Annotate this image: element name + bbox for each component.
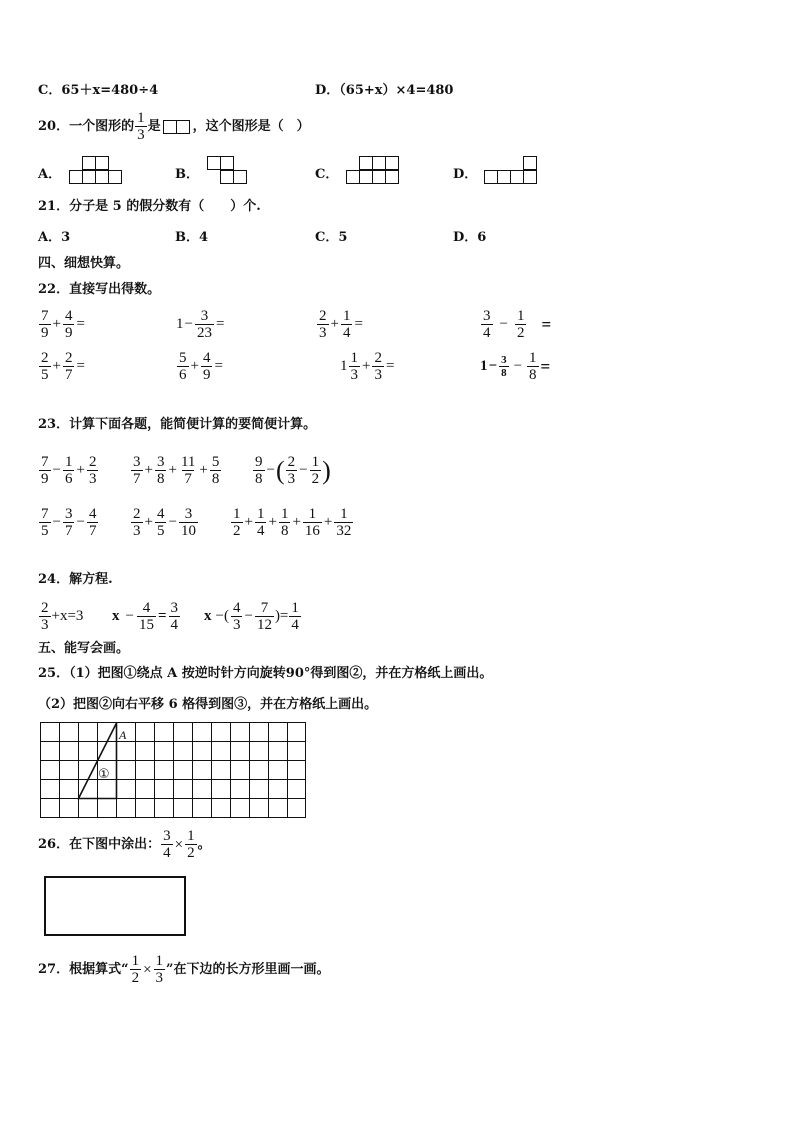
q21-option-c: C．5 (315, 230, 348, 245)
q20-question (38, 110, 310, 143)
q27-prefix: 27．根据算式“ (38, 961, 129, 977)
section-4-heading: 四、细想快算。 (38, 256, 130, 271)
q23-expr-1: $\frac{7}{9}$ − $\frac{1}{6}$ + $\frac{2}{3}$ (41, 454, 97, 487)
q20-prefix: 20．一个图形的 (38, 118, 135, 134)
q22-expr-1: $\frac{7}{9}$ + $\frac{4}{9}$ = (41, 308, 85, 341)
q20-label-b: B． (175, 167, 199, 182)
q21-option-d: D．6 (453, 230, 487, 245)
section-5-heading: 五、能写会画。 (38, 641, 130, 656)
q24-equation-2: x − $\frac{4}{15}$ = $\frac{3}{4}$ (112, 600, 179, 633)
q22-expr-4: $\frac{3}{4}$ − $\frac{1}{2}$ = (483, 308, 552, 341)
q23-expr-4: $\frac{7}{5}$ − $\frac{3}{7}$ − $\frac{4}{7}$ (41, 506, 97, 539)
q19-option-d: D．（65+x）×4=480 (315, 83, 454, 98)
q25-grid-lines (40, 722, 306, 818)
q24-equation-1: $\frac{2}{3}$ +x=3 (41, 600, 84, 633)
q20-fraction: $\frac{1}{3}$ (137, 110, 145, 143)
q26-prefix: 26．在下图中涂出： (38, 836, 161, 852)
q25-grid-paper[interactable] (40, 722, 307, 818)
q23-title: 23．计算下面各题，能简便计算的要简便计算。 (38, 417, 317, 432)
q20-option-d-shape (483, 156, 539, 185)
q21-option-a: A．3 (38, 230, 71, 245)
q20-mid: 是 (147, 118, 161, 134)
q23-expr-3: $\frac{9}{8}$ − ( $\frac{2}{3}$ − $\frac{1}{2}$ ) (255, 454, 331, 487)
q23-expr-2: $\frac{3}{7}$ + $\frac{3}{8}$ + $\frac{11}{7}$ + $\frac{5}{8}$ (133, 454, 220, 487)
q22-expr-2: 1 − $\frac{3}{23}$ = (176, 308, 225, 341)
q26-rectangle[interactable] (44, 876, 186, 936)
q23-expr-5: $\frac{2}{3}$ + $\frac{4}{5}$ − $\frac{3}{10}$ (133, 506, 196, 539)
q22-title: 22．直接写出得数。 (38, 282, 161, 297)
q24-title: 24．解方程. (38, 572, 113, 587)
q20-label-d: D． (453, 167, 478, 182)
q20-option-b-shape (207, 156, 249, 185)
q25-shape-label: ① (98, 767, 110, 782)
q22-expr-8: 1 − $\frac{3}{8}$ − $\frac{1}{8}$ = (480, 350, 551, 383)
q24-equation-3: x −( $\frac{4}{3}$ − $\frac{7}{12}$ )= $\frac{1}{4}$ (204, 600, 299, 633)
q20-part-shape (163, 120, 191, 134)
q22-expr-6: $\frac{5}{6}$ + $\frac{4}{9}$ = (179, 350, 223, 383)
q22-expr-7: 1 $\frac{1}{3}$ + $\frac{2}{3}$ = (340, 350, 395, 383)
q27-question: 27．根据算式“ $\frac{1}{2}$ × $\frac{1}{3}$ ”在下边的长方形里画一画。 (38, 953, 330, 986)
q21-option-b: B．4 (175, 230, 209, 245)
q23-expr-6: $\frac{1}{2}$ + $\frac{1}{4}$ + $\frac{1}{8}$ + $\frac{1}{16}$ + $\frac{1}{32}$ (233, 506, 352, 539)
q20-option-c-shape (345, 156, 401, 185)
q22-expr-5: $\frac{2}{5}$ + $\frac{2}{7}$ = (41, 350, 85, 383)
q20-label-a: A． (38, 167, 62, 182)
q25-line-2: （2）把图②向右平移 6 格得到图③，并在方格纸上画出。 (38, 697, 378, 712)
q20-suffix: ，这个图形是（ ） (192, 118, 310, 134)
q19-option-c: C．65＋x=480÷4 (38, 83, 159, 98)
q20-option-a-shape (68, 156, 124, 185)
q21-question: 21．分子是 5 的假分数有（ ）个. (38, 199, 261, 214)
q22-expr-3: $\frac{2}{3}$ + $\frac{1}{4}$ = (319, 308, 363, 341)
q25-line-1: 25．（1）把图①绕点 A 按逆时针方向旋转90°得到图②，并在方格纸上画出。 (38, 666, 493, 681)
q25-point-a-label: A (119, 728, 127, 742)
q26-suffix: 。 (197, 836, 211, 852)
q20-label-c: C． (315, 167, 339, 182)
q26-question: 26．在下图中涂出： $\frac{3}{4}$ × $\frac{1}{2}$ 。 (38, 828, 211, 861)
q27-suffix: ”在下边的长方形里画一画。 (166, 961, 330, 977)
